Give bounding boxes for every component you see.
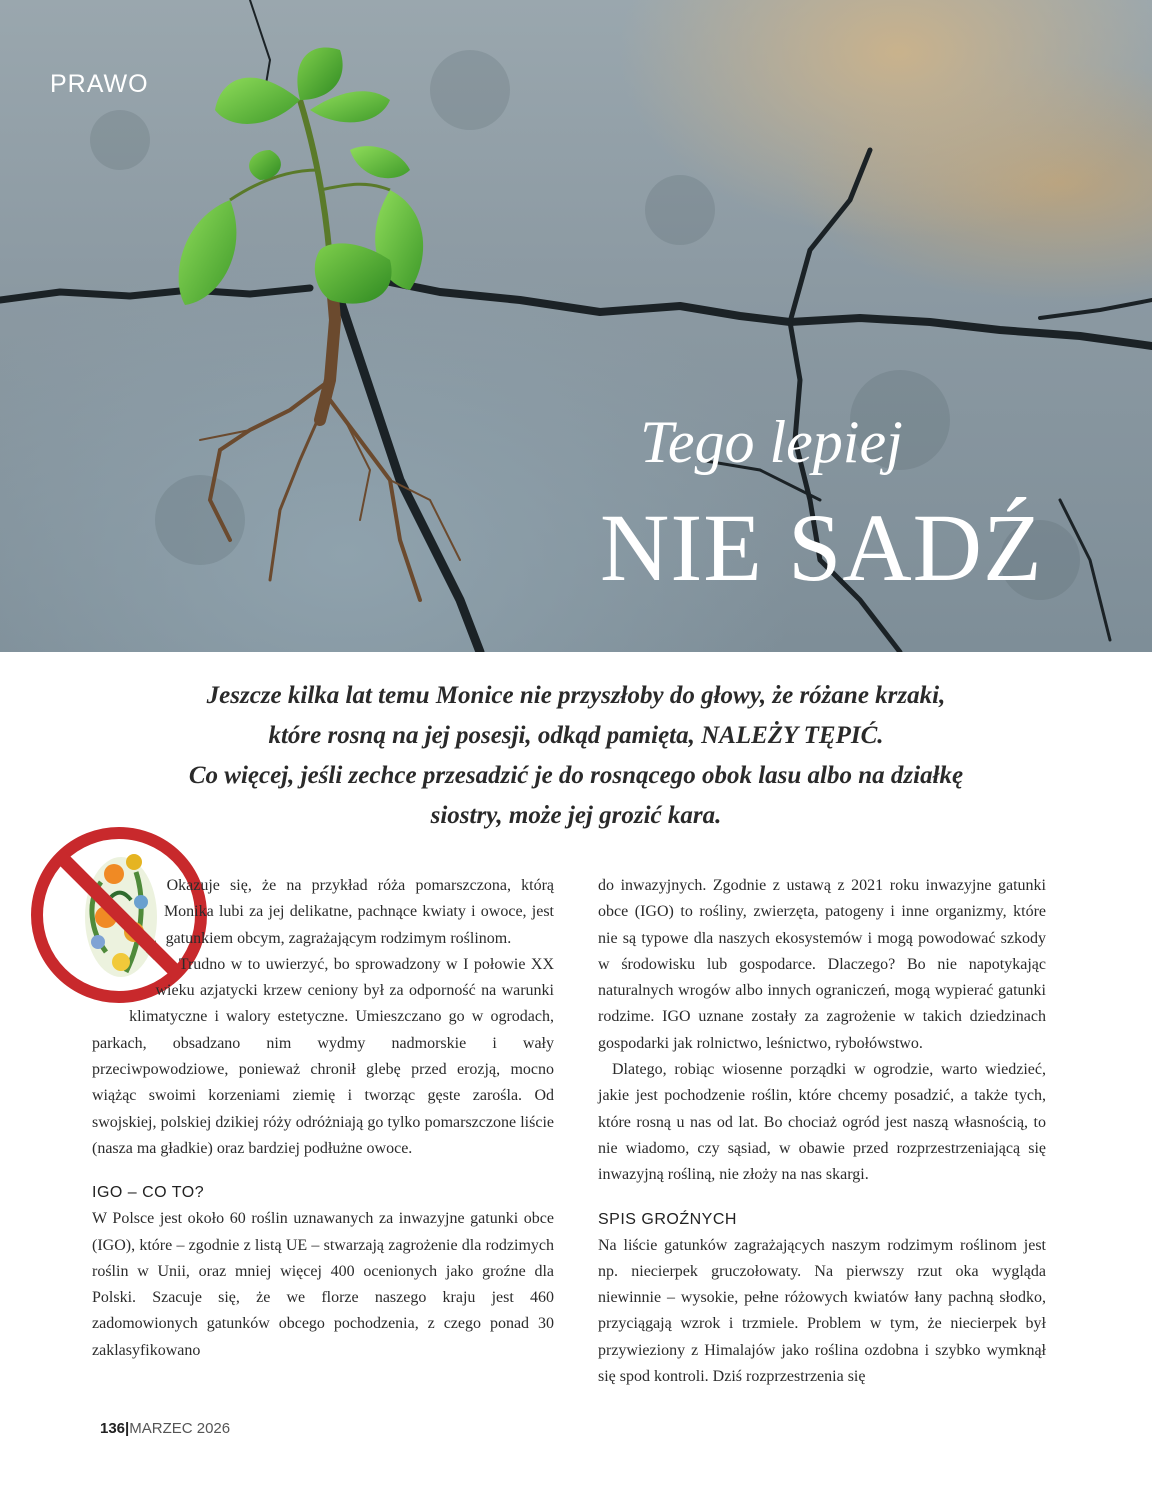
issue-date: MARZEC 2026 bbox=[129, 1420, 231, 1437]
lead-line: które rosną na jej posesji, odkąd pamięta, NALEŻY TĘPIĆ. bbox=[268, 722, 884, 749]
body-paragraph: do inwazyjnych. Zgodnie z ustawą z 2021 roku inwazyjne gatunki obce (IGO) to rośliny, zwierzęta, patogeny i inne organizmy, które nie są typowe dla naszych ekosystemów i mogą powodować szkody w środowisku lub gospodarce. Dlaczego? Bo nie napotykając naturalnych wrogów albo innych ograniczeń, mogą wypierać gatunki rodzime. IGO uznane zostały za zagrożenie w takich dziedzinach gospodarki jak rolnictwo, leśnictwo, rybołówstwo. bbox=[598, 877, 1046, 1052]
lead-line: Co więcej, jeśli zechce przesadzić je do rosnącego obok lasu albo na działkę bbox=[188, 762, 964, 789]
hero-photo bbox=[0, 0, 1152, 652]
headline-line-1: Tego lepiej bbox=[640, 409, 903, 475]
page-footer bbox=[100, 1420, 230, 1437]
roots bbox=[200, 260, 460, 600]
leaves bbox=[179, 47, 424, 305]
body-paragraph: Dlatego, robiąc wiosenne porządki w ogrodzie, warto wiedzieć, jakie jest pochodzenie roślin, które chcemy posadzić, a także tych, które rosną u nas od lat. Bo chociaż ogród jest naszą własnością, to nie wiadomo, czy sąsiad, w obawie przed rozprzestrzeniającą się inwazyjną rośliną, nie złoży na nas skargi. bbox=[598, 1061, 1046, 1184]
lead-paragraph bbox=[60, 676, 1092, 836]
body-paragraph: W Polsce jest około 60 roślin uznawanych za inwazyjne gatunki obce (IGO), które – zgodnie z listą UE – stwarzają zagrożenie dla rodzimych roślin w Unii, oraz mniej więcej 400 ocenionych jako groźne dla Polski. Szacuje się, że we florze naszego kraju jest 460 zadomowionych gatunków obcego pochodzenia, z czego ponad 30 zaklasyfikowano bbox=[92, 1210, 554, 1359]
subheading: IGO – CO TO? bbox=[92, 1184, 205, 1202]
lead-line: Jeszcze kilka lat temu Monice nie przyszłoby do głowy, że różane krzaki, bbox=[206, 682, 946, 709]
body-paragraph: Okazuje się, że na przykład róża pomarszczona, którą Monika lubi za jej delikatne, pachnące kwiaty i owoce, jest gatunkiem obcym, zagrażającym rodzimym roślinom. bbox=[163, 877, 554, 947]
page-number: 136 bbox=[100, 1420, 126, 1437]
article-column-right bbox=[598, 873, 1046, 1390]
subheading: SPIS GROŹNYCH bbox=[598, 1210, 737, 1228]
footer-separator: | bbox=[125, 1420, 130, 1437]
lead-line: siostry, może jej grozić kara. bbox=[430, 802, 722, 829]
section-tag: PRAWO bbox=[50, 70, 149, 98]
body-paragraph: Na liście gatunków zagrażających naszym rodzimym roślinom jest np. niecierpek gruczołowaty. Na pierwszy rzut oka wygląda niewinnie – wysokie, pełne różowych kwiatów łany pachną słodko, przyciągają wzrok i trzmiele. Problem w tym, że niecierpek był przywieziony z Himalajów jako roślina ozdobna i szybko wymknął się spod kontroli. Dziś rozprzestrzenia się bbox=[598, 1236, 1046, 1386]
body-paragraph: Trudno w to uwierzyć, bo sprowadzony w I połowie XX wieku azjatycki krzew ceniony był za odporność na warunki klimatyczne i walory estetyczne. Umieszczano go w ogrodach, parkach, obsadzano nim wydmy nadmorskie i wały przeciwpowodziowe, ponieważ chronił glebę przed erozją, mocno wiążąc swoimi korzeniami ziemię i tworząc gęste zarośla. Od swojskiej, polskiej dzikiej róży odróżniają go tylko pomarszczone liście (nasza ma gładkie) oraz bardziej podłużne owoce. bbox=[92, 955, 554, 1157]
article-column-left bbox=[92, 873, 554, 1364]
headline-line-2: NIE SADŹ bbox=[600, 494, 1043, 601]
